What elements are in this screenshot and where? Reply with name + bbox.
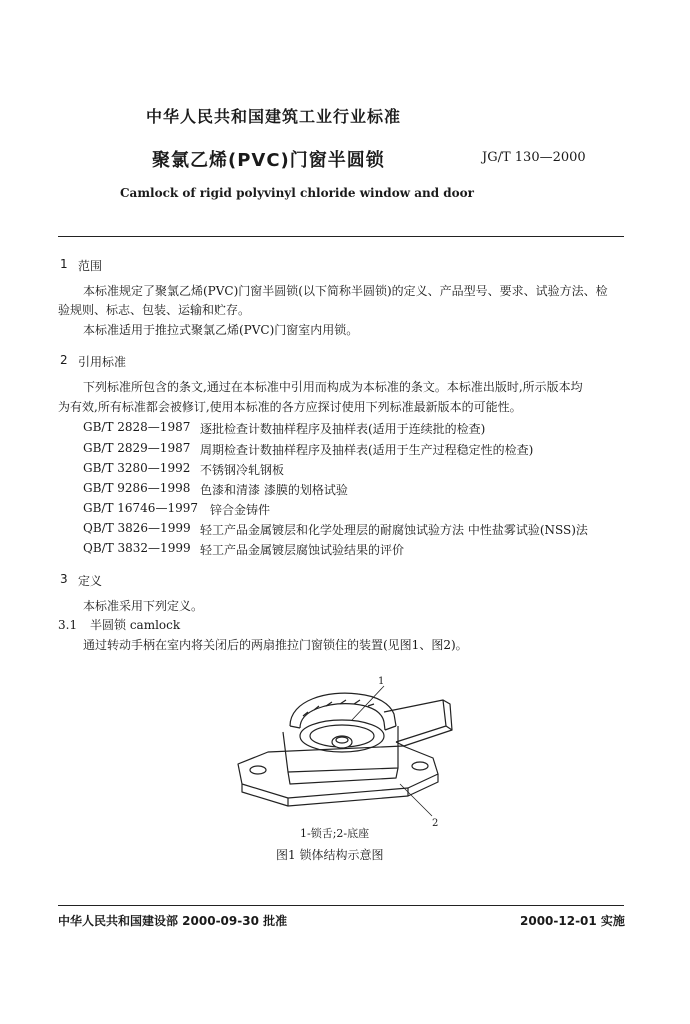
section-3-heading: 定义 xyxy=(78,574,103,588)
section-2-number: 2 xyxy=(60,353,68,367)
reference-code: GB/T 3280—1992 xyxy=(83,461,191,475)
section-3-para-1: 本标准采用下列定义。 xyxy=(83,599,204,613)
section-2-heading: 引用标准 xyxy=(78,355,127,369)
approval-date: 中华人民共和国建设部 2000-09-30 批准 xyxy=(58,914,288,928)
section-3-number: 3 xyxy=(60,572,68,586)
issuing-body: 中华人民共和国建筑工业行业标准 xyxy=(146,107,402,126)
reference-title: 逐批检查计数抽样程序及抽样表(适用于连续批的检查) xyxy=(200,422,486,436)
reference-code: QB/T 3826—1999 xyxy=(83,521,191,535)
document-title: 聚氯乙烯(PVC)门窗半圆锁 xyxy=(152,150,385,171)
section-1-para-2: 本标准适用于推拉式聚氯乙烯(PVC)门窗室内用锁。 xyxy=(83,323,359,337)
footer-rule xyxy=(58,905,624,906)
section-1-para-1-line-1: 本标准规定了聚氯乙烯(PVC)门窗半圆锁(以下简称半圆锁)的定义、产品型号、要求、试验方法、检 xyxy=(83,284,608,298)
figure-title: 图1 锁体结构示意图 xyxy=(276,848,384,862)
callout-1: 1 xyxy=(378,676,385,687)
reference-title: 锌合金铸件 xyxy=(210,503,271,517)
reference-code: GB/T 2828—1987 xyxy=(83,420,191,434)
reference-code: QB/T 3832—1999 xyxy=(83,541,191,555)
standard-code: JG/T 130—2000 xyxy=(482,150,586,165)
section-2-para-line-2: 为有效,所有标准都会被修订,使用本标准的各方应探讨使用下列标准最新版本的可能性。 xyxy=(58,400,522,414)
reference-code: GB/T 9286—1998 xyxy=(83,481,191,495)
reference-title: 轻工产品金属镀层腐蚀试验结果的评价 xyxy=(200,543,405,557)
header-rule xyxy=(58,236,624,237)
reference-title: 色漆和清漆 漆膜的划格试验 xyxy=(200,483,348,497)
section-2-para-line-1: 下列标准所包含的条文,通过在本标准中引用而构成为本标准的条文。本标准出版时,所示版本均 xyxy=(83,380,583,394)
cam-tongue xyxy=(290,693,396,726)
section-1-number: 1 xyxy=(60,257,68,271)
section-1-heading: 范围 xyxy=(78,259,103,273)
reference-title: 周期检查计数抽样程序及抽样表(适用于生产过程稳定性的检查) xyxy=(200,443,534,457)
figure-caption: 1-锁舌;2-底座 xyxy=(300,827,370,840)
reference-code: GB/T 2829—1987 xyxy=(83,441,191,455)
reference-code: GB/T 16746—1997 xyxy=(83,501,198,515)
implementation-date: 2000-12-01 实施 xyxy=(520,914,625,928)
camlock-figure xyxy=(228,672,468,832)
english-title: Camlock of rigid polyvinyl chloride window and door xyxy=(120,186,474,200)
callout-2: 2 xyxy=(432,818,439,829)
clause-3-1-number: 3.1 xyxy=(58,618,78,632)
section-1-para-1-line-2: 验规则、标志、包装、运输和贮存。 xyxy=(58,303,251,317)
clause-3-1-definition: 通过转动手柄在室内将关闭后的两扇推拉门窗锁住的装置(见图1、图2)。 xyxy=(83,638,468,652)
clause-3-1-term: 半圆锁 camlock xyxy=(90,618,181,632)
reference-title: 不锈钢冷轧钢板 xyxy=(200,463,285,477)
reference-title: 轻工产品金属镀层和化学处理层的耐腐蚀试验方法 中性盐雾试验(NSS)法 xyxy=(200,523,588,537)
